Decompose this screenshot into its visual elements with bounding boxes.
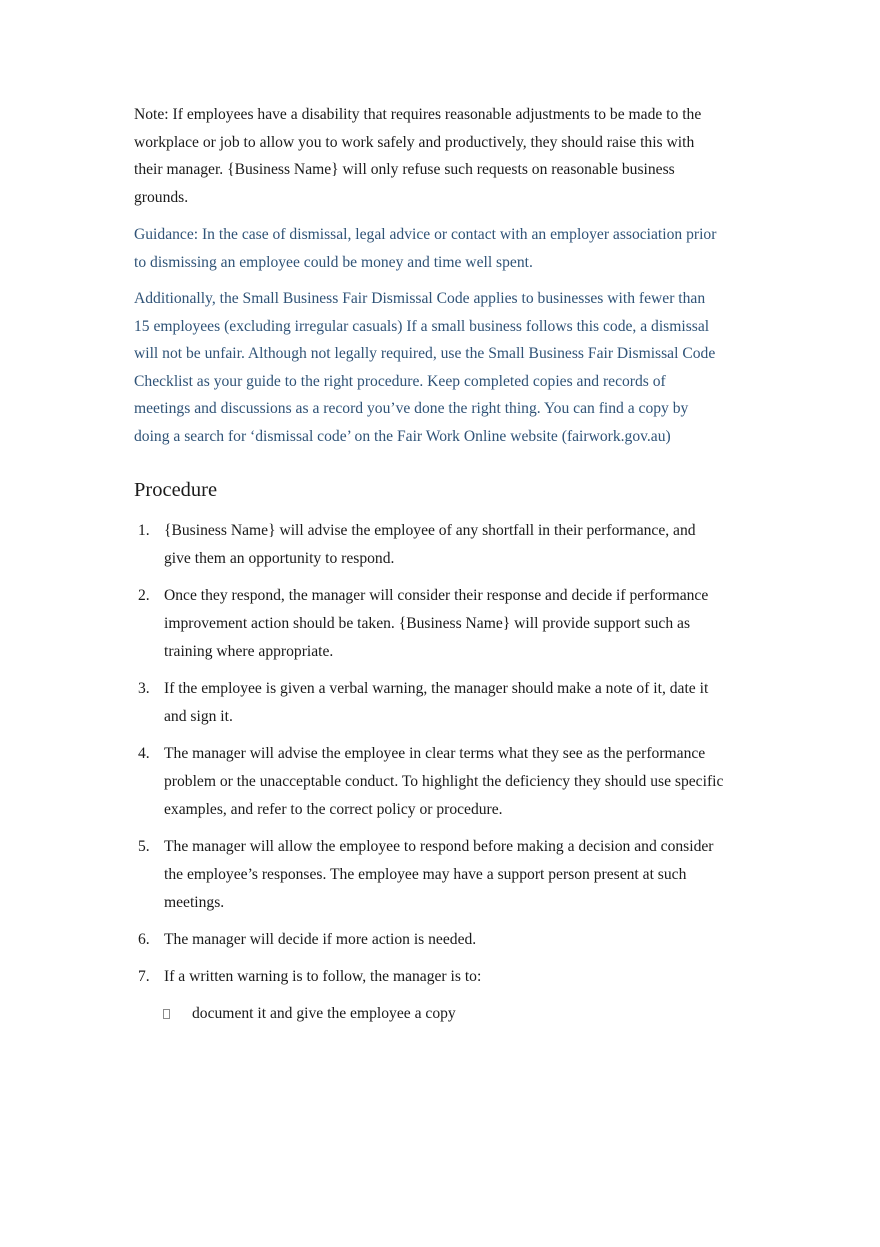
step-number: 5. xyxy=(138,838,150,855)
guidance-paragraph-fair-dismissal-code: Additionally, the Small Business Fair Dismissal Code applies to businesses with fewer than 15 employees (excluding irregular casuals) If a small business follows this code, a dismissal will not be unfair. Although not legally required, use the Small Business Fair Dismissal Code Checklist as your guide to the right procedure. Keep completed copies and records of meetings and discussions as a record you’ve done the right thing. You can find a copy by doing a search for ‘dismissal code’ on the Fair Work Online website (fairwork.gov.au) xyxy=(134,290,716,445)
procedure-step xyxy=(134,517,724,573)
bullet-text: document it and give the employee a copy xyxy=(192,1005,456,1022)
bullet-box-icon xyxy=(163,1009,170,1019)
written-warning-bullets xyxy=(134,1000,724,1028)
procedure-step xyxy=(134,963,724,991)
step-text: Once they respond, the manager will consider their response and decide if performance improvement action should be taken. {Business Name} will provide support such as training where appropriate. xyxy=(164,587,709,660)
document-page xyxy=(134,101,724,1028)
step-number: 7. xyxy=(138,968,150,985)
step-text: {Business Name} will advise the employee of any shortfall in their performance, and give them an opportunity to respond. xyxy=(164,522,696,567)
step-number: 4. xyxy=(138,745,150,762)
step-text: The manager will advise the employee in clear terms what they see as the performance problem or the unacceptable conduct. To highlight the deficiency they should use specific examples, and refer to the correct policy or procedure. xyxy=(164,745,724,818)
procedure-step xyxy=(134,833,724,917)
guidance-paragraph-dismissal: Guidance: In the case of dismissal, legal advice or contact with an employer association prior to dismissing an employee could be money and time well spent. xyxy=(134,226,717,271)
procedure-steps-list xyxy=(134,517,724,991)
step-text: The manager will decide if more action is needed. xyxy=(164,931,477,948)
procedure-heading: Procedure xyxy=(134,479,218,501)
step-number: 3. xyxy=(138,680,150,697)
step-text: If a written warning is to follow, the manager is to: xyxy=(164,968,482,985)
step-number: 6. xyxy=(138,931,150,948)
procedure-step xyxy=(134,926,724,954)
procedure-step xyxy=(134,582,724,666)
list-item xyxy=(134,1000,724,1028)
step-text: If the employee is given a verbal warning, the manager should make a note of it, date it and sign it. xyxy=(164,680,709,725)
procedure-step xyxy=(134,740,724,824)
step-text: The manager will allow the employee to respond before making a decision and consider the employee’s responses. The employee may have a support person present at such meetings. xyxy=(164,838,714,911)
step-number: 2. xyxy=(138,587,150,604)
note-paragraph: Note: If employees have a disability that requires reasonable adjustments to be made to the workplace or job to allow you to work safely and productively, they should raise this with their manager. {Business Name} will only refuse such requests on reasonable business grounds. xyxy=(134,106,702,206)
procedure-step xyxy=(134,675,724,731)
step-number: 1. xyxy=(138,522,150,539)
